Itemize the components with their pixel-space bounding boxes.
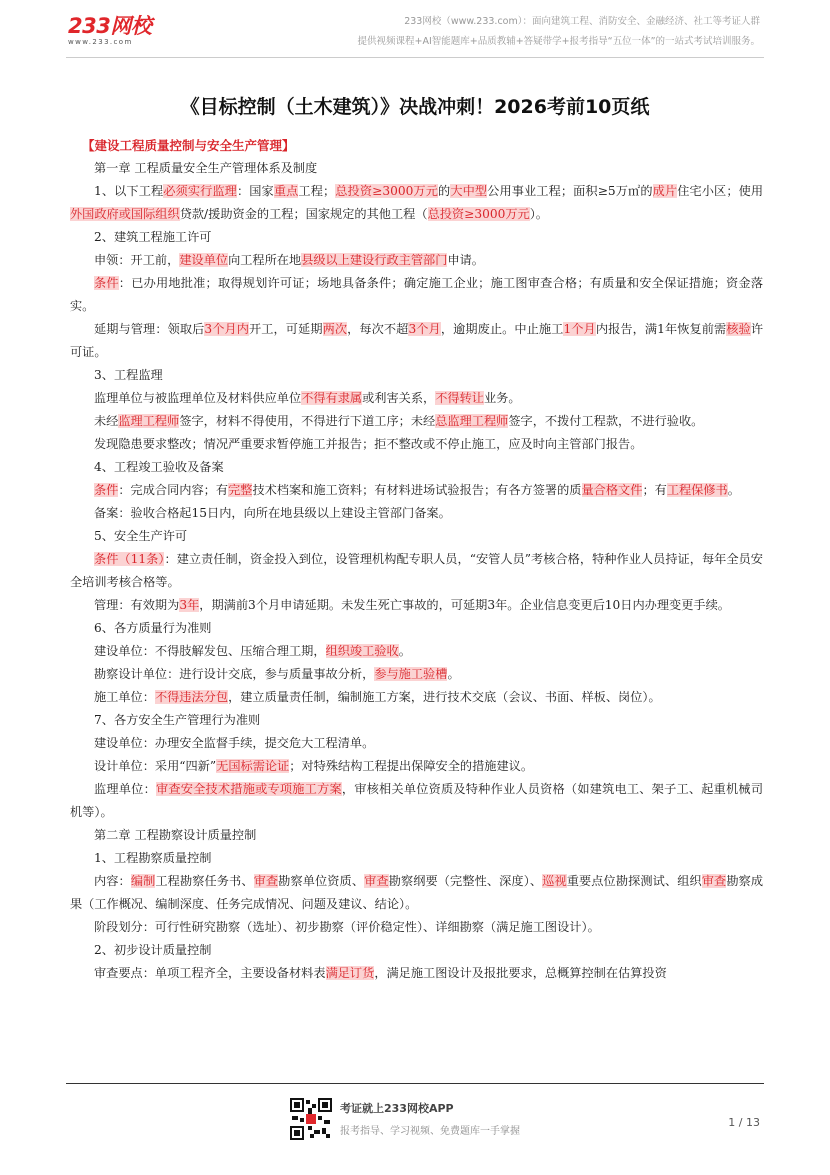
- text-run: 申请。: [447, 253, 484, 267]
- text-run: ；对特殊结构工程提出保障安全的措施建议。: [289, 759, 534, 773]
- highlighted-keyword: 不得有隶属: [301, 391, 363, 405]
- highlighted-keyword: 重点: [273, 184, 299, 198]
- highlighted-keyword: 总监理工程师: [435, 414, 509, 428]
- highlighted-keyword: 3个月: [408, 322, 441, 336]
- highlighted-keyword: 审查: [253, 874, 279, 888]
- highlighted-keyword: 不得转让: [435, 391, 484, 405]
- highlighted-keyword: 总投资≥3000万元: [427, 207, 530, 221]
- text-run: 勘察成果（工作概况、编制深度、任务完成情况、问题及建议、结论）。: [70, 874, 764, 911]
- text-run: 。: [727, 483, 740, 497]
- header-divider: [66, 57, 764, 58]
- highlighted-keyword: 工程保修书: [666, 483, 728, 497]
- highlighted-keyword: 建设单位: [179, 253, 229, 267]
- paragraph: [70, 410, 763, 433]
- paragraph: [70, 663, 763, 686]
- text-run: 未经: [94, 414, 119, 428]
- paragraph: [70, 272, 763, 318]
- text-run: ，建立质量责任制，编制施工方案，进行技术交底（会议、书面、样板、岗位）。: [228, 690, 661, 704]
- text-run: 工程；: [298, 184, 336, 198]
- highlighted-keyword: 1个月: [563, 322, 596, 336]
- paragraph: [70, 318, 763, 364]
- paragraph: [70, 479, 763, 502]
- highlighted-keyword: 条件（11条）: [94, 552, 165, 566]
- logo-text: 233网校: [68, 14, 152, 38]
- document-title: 《目标控制（土木建筑）》决战冲刺！2026考前10页纸: [180, 96, 650, 118]
- paragraph: [70, 364, 763, 387]
- highlighted-keyword: 3年: [179, 598, 200, 612]
- highlighted-keyword: 成片: [652, 184, 678, 198]
- text-run: ，满足施工图设计及报批要求，总概算控制在估算投资: [374, 966, 667, 980]
- text-run: 2、初步设计质量控制: [94, 943, 212, 957]
- highlighted-keyword: 大中型: [450, 184, 488, 198]
- text-run: 。: [398, 644, 411, 658]
- paragraph: [70, 525, 763, 548]
- text-run: 建设单位：办理安全监督手续，提交危大工程清单。: [94, 736, 375, 750]
- text-run: ）。: [529, 207, 548, 221]
- highlighted-keyword: 无国标需论证: [216, 759, 290, 773]
- section-heading: [70, 134, 763, 157]
- text-run: 内容：: [94, 874, 131, 888]
- text-run: 备案：验收合格起15日内，向所在地县级以上建设主管部门备案。: [94, 506, 451, 520]
- text-run: 监理单位与被监理单位及材料供应单位: [94, 391, 302, 405]
- highlighted-keyword: 组织竣工验收: [325, 644, 399, 658]
- highlighted-keyword: 编制: [130, 874, 156, 888]
- paragraph: [70, 617, 763, 640]
- text-run: ；有: [642, 483, 667, 497]
- text-run: 3、工程监理: [94, 368, 163, 382]
- text-run: ：国家: [236, 184, 274, 198]
- text-run: 监理单位：: [94, 782, 156, 796]
- text-run: ，期满前3个月申请延期。未发生死亡事故的，可延期3年。企业信息变更后10日内办理变更手续。: [199, 598, 730, 612]
- paragraph: [70, 962, 763, 985]
- text-run: 管理：有效期为: [94, 598, 180, 612]
- text-run: 申领：开工前，: [94, 253, 180, 267]
- text-run: 签字，材料不得使用，不得进行下道工序；未经: [179, 414, 436, 428]
- paragraph: [70, 824, 763, 847]
- paragraph: [70, 755, 763, 778]
- text-run: 开工，可延期: [249, 322, 323, 336]
- paragraph: [70, 502, 763, 525]
- highlighted-keyword: 满足订货: [325, 966, 375, 980]
- highlighted-keyword: 参与施工验槽: [374, 667, 448, 681]
- paragraph: [70, 548, 763, 594]
- text-run: 【建设工程质量控制与安全生产管理】: [82, 138, 295, 153]
- highlighted-keyword: 必须实行监理: [163, 184, 237, 198]
- text-run: ，审核相关单位资质及特种作业人员资格（如建筑电工、架子工、起重机械司机等）。: [70, 782, 764, 819]
- text-run: 。: [447, 667, 460, 681]
- footer-app-promo: [340, 1100, 520, 1137]
- highlighted-keyword: 总投资≥3000万元: [335, 184, 439, 198]
- text-run: ：完成合同内容；有: [118, 483, 229, 497]
- text-run: 签字，不拨付工程款，不进行验收。: [508, 414, 704, 428]
- text-run: 贷款/援助资金的工程；国家规定的其他工程（: [179, 207, 428, 221]
- highlighted-keyword: 县级以上建设行政主管部门: [301, 253, 448, 267]
- text-run: 工程勘察任务书、: [155, 874, 254, 888]
- paragraph: [70, 456, 763, 479]
- highlighted-keyword: 两次: [322, 322, 348, 336]
- paragraph: [70, 249, 763, 272]
- text-run: ：已办用地批准；取得规划许可证；场地具备条件；确定施工企业；施工图审查合格；有质量和安全保证措施；资金落实。: [70, 276, 764, 313]
- footer-app-title: 考证就上233网校APP: [340, 1102, 454, 1115]
- logo-url: www.233.com: [68, 38, 133, 46]
- paragraph: [70, 594, 763, 617]
- text-run: 施工单位：: [94, 690, 155, 704]
- header-line-1: 233网校（www.233.com）：面向建筑工程、消防安全、金融经济、社工等考证人群: [404, 16, 760, 27]
- text-run: 业务。: [484, 391, 521, 405]
- brand-logo[interactable]: [68, 10, 151, 46]
- highlighted-keyword: 核验: [726, 322, 751, 336]
- paragraph: [70, 778, 763, 824]
- text-run: 勘察单位资质、: [278, 874, 365, 888]
- page-number: 1 / 13: [728, 1116, 760, 1129]
- highlighted-keyword: 条件: [94, 276, 119, 290]
- text-run: 6、各方质量行为准则: [94, 621, 212, 635]
- paragraph: [70, 180, 763, 226]
- paragraph: [70, 709, 763, 732]
- highlighted-keyword: 不得违法分包: [154, 690, 229, 704]
- text-run: ：建立责任制，资金投入到位，设管理机构配专职人员，“安管人员”考核合格，特种作业人员持证，每年全员安全培训考核合格等。: [70, 552, 763, 589]
- footer-divider: [66, 1083, 764, 1084]
- paragraph: [70, 916, 763, 939]
- text-run: 第一章 工程质量安全生产管理体系及制度: [94, 161, 318, 175]
- highlighted-keyword: 监理工程师: [118, 414, 180, 428]
- text-run: 或利害关系，: [362, 391, 436, 405]
- header-line-2: 提供视频课程+AI智能题库+品质教辅+答疑带学+报考指导“五位一体”的一站式考试培训服务。: [357, 36, 760, 47]
- highlighted-keyword: 巡视: [542, 874, 567, 888]
- paragraph: [70, 157, 763, 180]
- text-run: 1、以下工程: [94, 184, 164, 198]
- page-header: [0, 0, 830, 58]
- text-run: 许可证。: [70, 322, 763, 359]
- text-run: 1、工程勘察质量控制: [94, 851, 212, 865]
- text-run: 延期与管理：领取后: [94, 322, 205, 336]
- highlighted-keyword: 审查: [364, 874, 389, 888]
- qr-code-icon[interactable]: [290, 1098, 332, 1140]
- text-run: 发现隐患要求整改；情况严重要求暂停施工并报告；拒不整改或不停止施工，应及时向主管部门报告。: [94, 437, 643, 451]
- text-run: 技术档案和施工资料；有材料进场试验报告；有各方签署的质: [252, 483, 582, 497]
- highlighted-keyword: 条件: [94, 483, 119, 497]
- text-run: ，每次不超: [347, 322, 409, 336]
- text-run: 5、安全生产许可: [94, 529, 188, 543]
- text-run: 设计单位：采用“四新”: [94, 759, 217, 773]
- paragraph: [70, 686, 763, 709]
- text-run: 2、建筑工程施工许可: [94, 230, 212, 244]
- paragraph: [70, 847, 763, 870]
- highlighted-keyword: 审查: [701, 874, 727, 888]
- highlighted-keyword: 外国政府或国际组织: [70, 207, 180, 221]
- highlighted-keyword: 审查安全技术措施或专项施工方案: [155, 782, 342, 796]
- paragraph: [70, 226, 763, 249]
- text-run: 建设单位：不得肢解发包、压缩合理工期，: [94, 644, 326, 658]
- text-run: 住宅小区；使用: [677, 184, 764, 198]
- text-run: 公用事业工程；面积≥5万㎡的: [487, 184, 653, 198]
- text-run: 勘察设计单位：进行设计交底，参与质量事故分析，: [94, 667, 375, 681]
- paragraph: [70, 870, 763, 916]
- text-run: 的: [438, 184, 451, 198]
- highlighted-keyword: 量合格文件: [581, 483, 643, 497]
- highlighted-keyword: 3个月内: [204, 322, 249, 336]
- paragraph: [70, 387, 763, 410]
- text-run: 第二章 工程勘察设计质量控制: [94, 828, 257, 842]
- paragraph: [70, 939, 763, 962]
- text-run: 向工程所在地: [228, 253, 302, 267]
- text-run: 7、各方安全生产管理行为准则: [94, 713, 261, 727]
- paragraph: [70, 433, 763, 456]
- text-run: ，逾期废止。中止施工: [440, 322, 564, 336]
- text-run: 4、工程竣工验收及备案: [94, 460, 224, 474]
- paragraph: [70, 640, 763, 663]
- text-run: 勘察纲要（完整性、深度）、: [388, 874, 543, 888]
- text-run: 审查要点：单项工程齐全，主要设备材料表: [94, 966, 326, 980]
- highlighted-keyword: 完整: [228, 483, 253, 497]
- paragraph: [70, 732, 763, 755]
- text-run: 重要点位勘探测试、组织: [566, 874, 702, 888]
- document-body: [70, 134, 763, 985]
- text-run: 阶段划分：可行性研究勘察（选址）、初步勘察（评价稳定性）、详细勘察（满足施工图设计）。: [94, 920, 600, 934]
- header-description: [358, 12, 761, 52]
- text-run: 内报告，满1年恢复前需: [595, 322, 727, 336]
- footer-app-subtitle: 报考指导、学习视频、免费题库一手掌握: [340, 1126, 520, 1137]
